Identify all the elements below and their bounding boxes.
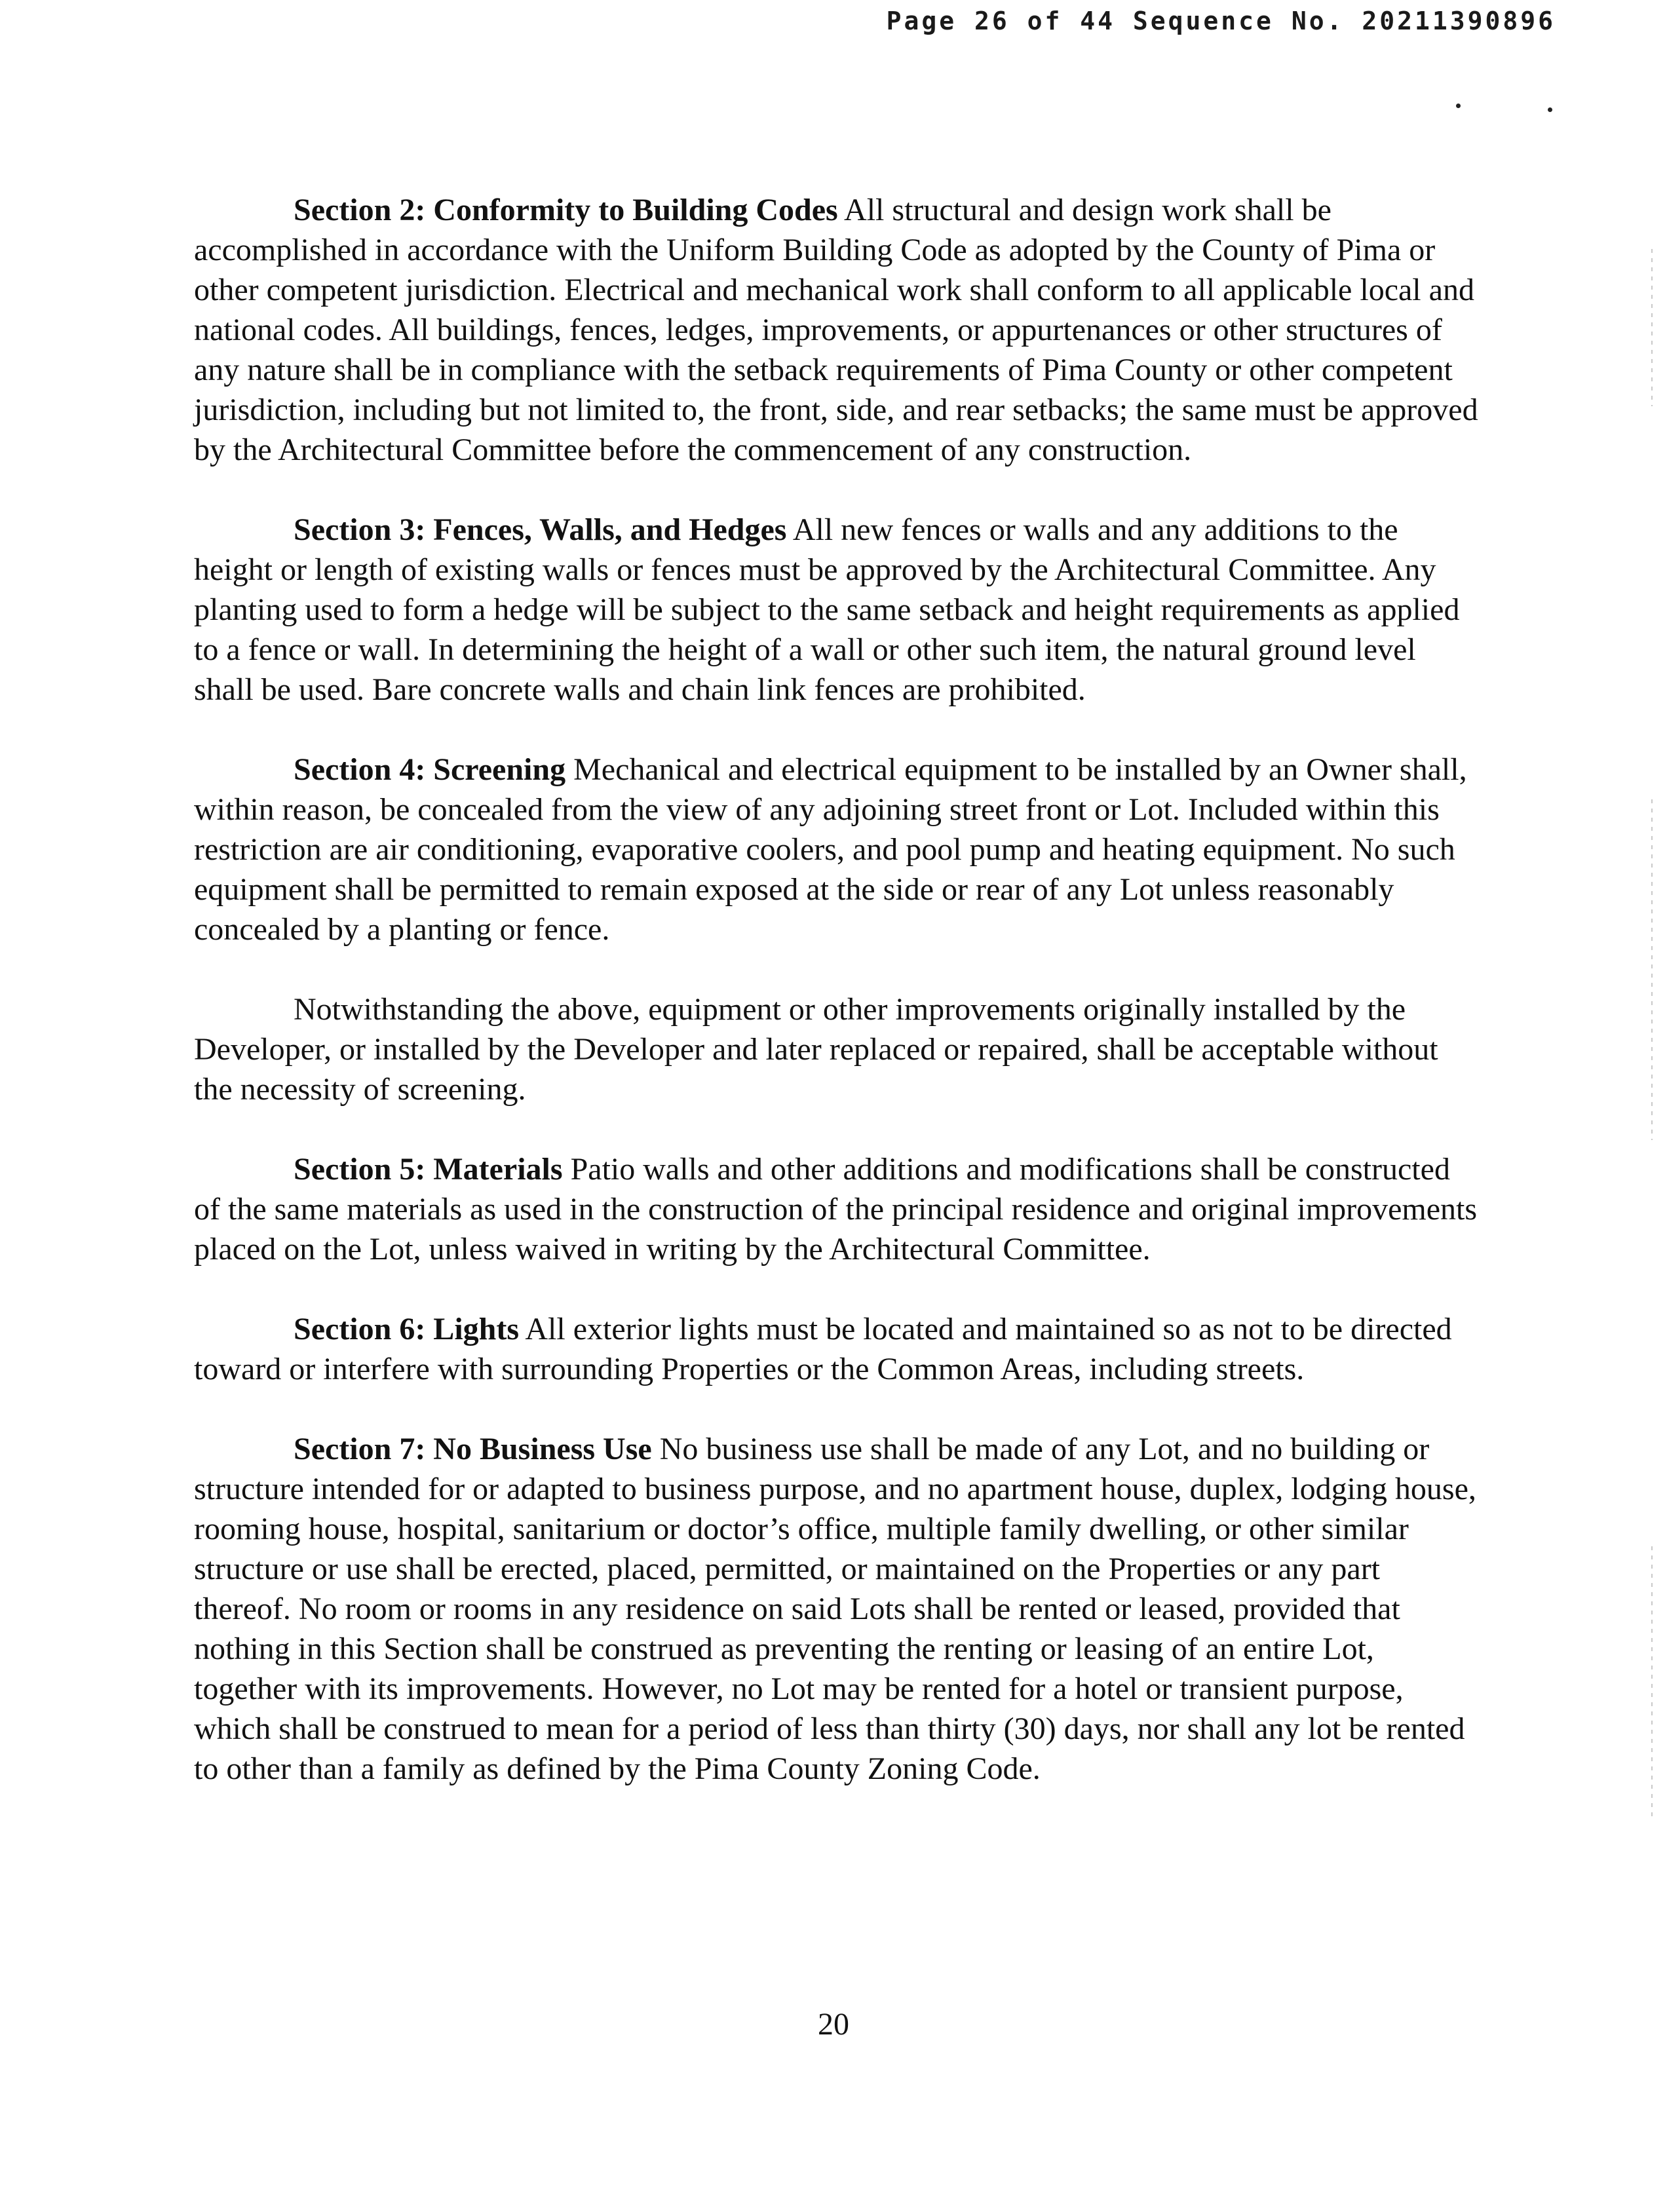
section-heading: Section 4: Screening [294,752,566,787]
section-text: All exterior lights must be located and maintained so as not to be directed toward or interfere with surrounding Properties or the Common Areas, including streets. [194,1312,1452,1386]
section-heading: Section 2: Conformity to Building Codes [294,193,838,227]
scan-speck [1456,104,1461,108]
section-text: Mechanical and electrical equipment to be installed by an Owner shall, within reason, be concealed from the view of any adjoining street front or Lot. Included within this restriction are air conditioning, evaporative coolers, and pool pump and heating equipment. No such equipment shall be permitted to remain exposed at the side or rear of any Lot unless reasonably concealed by a planting or fence. [194,752,1467,947]
section-5-paragraph [194,1149,1478,1269]
section-3-paragraph [194,510,1478,710]
section-text: No business use shall be made of any Lot, and no building or structure intended for or adapted to business purpose, and no apartment house, duplex, lodging house, rooming house, hospital, sanitarium or doctor’s office, multiple family dwelling, or other similar structure or use shall be erected, placed, permitted, or maintained on the Properties or any part thereof. No room or rooms in any residence on said Lots shall be rented or leased, provided that nothing in this Section shall be construed as preventing the renting or leasing of an entire Lot, together with its improvements. However, no Lot may be rented for a hotel or transient purpose, which shall be construed to mean for a period of less than thirty (30) days, nor shall any lot be rented to other than a family as defined by the Pima County Zoning Code. [194,1432,1476,1786]
section-heading: Section 3: Fences, Walls, and Hedges [294,512,787,547]
section-7-paragraph [194,1429,1478,1789]
section-6-paragraph [194,1309,1478,1389]
scan-speck [1548,107,1552,112]
recording-stamp: Page 26 of 44 Sequence No. 20211390896 [886,7,1556,35]
section-4-paragraph [194,750,1478,949]
section-text: Notwithstanding the above, equipment or other improvements originally installed by the Developer, or installed by the Developer and later replaced or repaired, shall be acceptable without the necessity of screening. [194,992,1438,1107]
section-heading: Section 7: No Business Use [294,1432,652,1466]
notwithstanding-paragraph [194,989,1478,1109]
page-number: 20 [818,2007,849,2042]
section-2-paragraph [194,190,1478,470]
section-text: All new fences or walls and any additions to the height or length of existing walls or fences must be approved by the Architectural Committee. Any planting used to form a hedge will be subject to the same setback and height requirements as applied to a fence or wall. In determining the height of a wall or other such item, the natural ground level shall be used. Bare concrete walls and chain link fences are prohibited. [194,512,1460,707]
scan-edge-line [1651,799,1653,1140]
scan-edge-line [1651,249,1653,406]
section-heading: Section 5: Materials [294,1152,563,1187]
section-text: All structural and design work shall be accomplished in accordance with the Uniform Building Code as adopted by the County of Pima or other competent jurisdiction. Electrical and mechanical work shall conform to all applicable local and national codes. All buildings, fences, ledges, improvements, or appurtenances or other structures of any nature shall be in compliance with the setback requirements of Pima County or other competent jurisdiction, including but not limited to, the front, side, and rear setbacks; the same must be approved by the Architectural Committee before the commencement of any construction. [194,193,1478,467]
document-body [194,190,1478,1829]
section-text: Patio walls and other additions and modifications shall be constructed of the same materials as used in the construction of the principal residence and original improvements placed on the Lot, unless waived in writing by the Architectural Committee. [194,1152,1478,1267]
scan-edge-line [1651,1546,1653,1821]
section-heading: Section 6: Lights [294,1312,520,1346]
